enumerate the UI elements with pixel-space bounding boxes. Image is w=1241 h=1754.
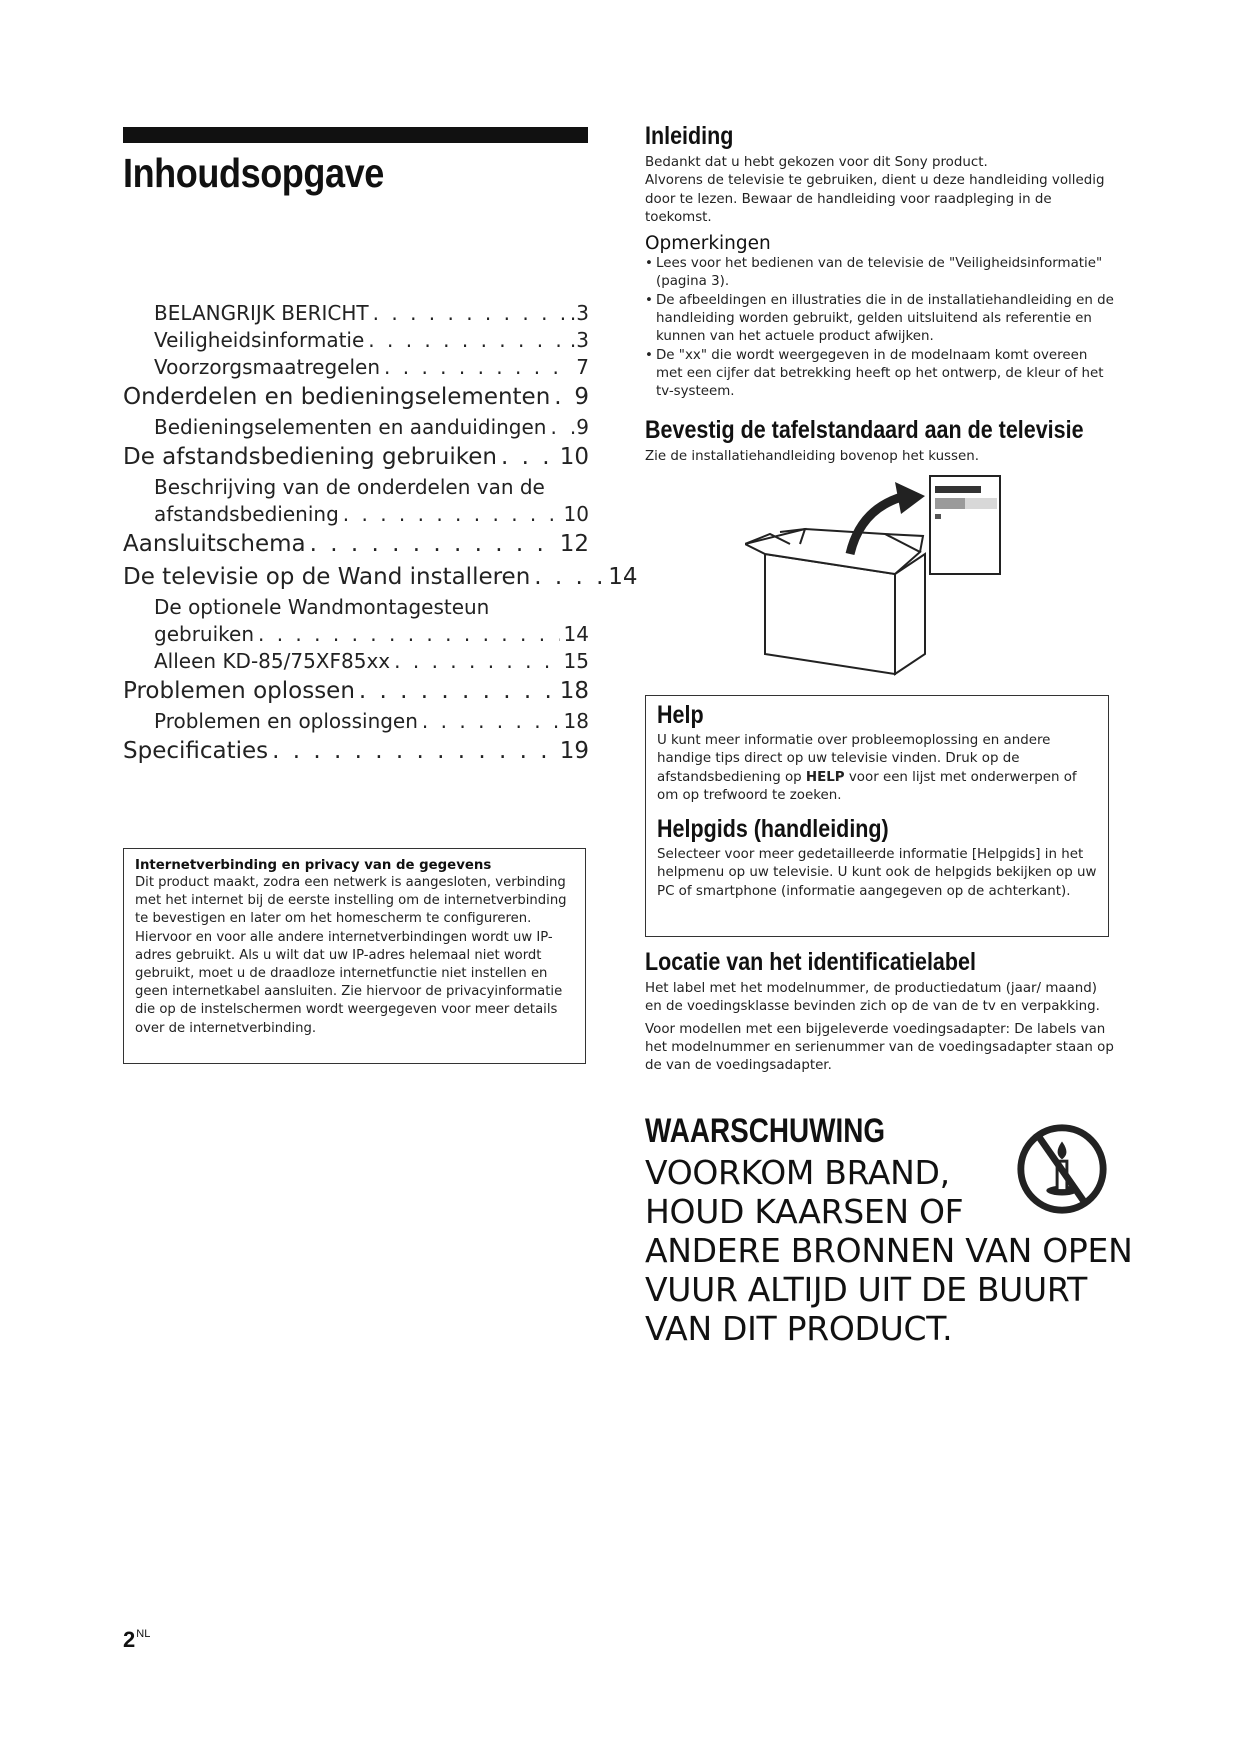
no-open-flame-icon [1013,1120,1111,1218]
privacy-body: Dit product maakt, zodra een netwerk is aangesloten, verbinding met het internet bij de eerste instelling om de internetverbinding te bevestigen en later om het homescherm te configureren. Hiervoor en voor alle andere internetverbindingen wordt uw IP-adres gebruikt. Als u wilt dat uw IP-adres helemaal niet wordt gebruikt, moet u de draadloze internetfunctie niet instellen en geen internetkabel aansluiten. Zie hiervoor de privacyinformatie die op de instelschermen wordt weergegeven voor meer details over de internetverbinding. [135,875,567,1036]
toc-entry[interactable]: Voorzorgsmaatregelen . . . 7 [123,354,589,381]
toc-entry[interactable]: De televisie op de Wand installeren . . . 14 [123,561,589,594]
toc-entry-continued[interactable]: gebruiken . . . 14 [123,621,589,648]
toc-entry[interactable]: Problemen oplossen . . . 18 [123,675,589,708]
label-text: Het label met het modelnummer, de productiedatum (jaar/ maand) en de voedingsklasse bevinden zich op de van de tv en verpakking. [645,981,1100,1015]
help-key-label: HELP [805,769,845,785]
privacy-notice-box [123,848,586,1064]
stand-heading: Bevestig de tafelstandaard aan de televisie [645,416,1084,444]
helpgids-text: Selecteer voor meer gedetailleerde informatie [Helpgids] in het helpmenu op uw televisie. U kunt ook de helpgids bekijken op uw PC of smartphone (informatie aangegeven op de achterkant). [657,847,1097,899]
stand-section [645,416,1115,466]
title-rule [123,127,588,143]
table-of-contents [123,300,638,768]
label-section [645,948,1115,1075]
toc-entry[interactable]: Aansluitschema . . . 12 [123,528,589,561]
toc-entry[interactable]: Bedieningselementen en aanduidingen . . . .9 [123,414,589,441]
label-heading: Locatie van het identificatielabel [645,948,976,976]
list-item: • De afbeeldingen en illustraties die in de installatiehandleiding en de handleiding worden gebruikt, gelden uitsluitend als referentie en kunnen van het actuele product afwijken. [645,292,1115,347]
manual-document-icon [930,476,1000,574]
inleiding-heading: Inleiding [645,122,734,150]
privacy-title: Internetverbinding en privacy van de gegevens [135,858,492,873]
toc-entry[interactable]: Veiligheidsinformatie . . . .3 [123,327,589,354]
list-item: • Lees voor het bedienen van de televisie de "Veiligheidsinformatie" (pagina 3). [645,255,1115,292]
inleiding-line: Alvorens de televisie te gebruiken, dient u deze handleiding volledig door te lezen. Bewaar de handleiding voor raadpleging in de toekomst. [645,173,1105,225]
help-heading: Help [657,701,704,729]
warning-text: VOORKOM BRAND, HOUD KAARSEN OF ANDERE BRONNEN VAN OPEN VUUR ALTIJD UIT DE BUURT VAN DIT PRODUCT. [645,1153,1133,1348]
toc-entry[interactable]: De optionele Wandmontagesteun [154,595,490,619]
label-text-adapter: Voor modellen met een bijgeleverde voedingsadapter: De labels van het modelnummer en serienummer van de voedingsadapter staan op de van de voedingsadapter. [645,1021,1114,1074]
toc-entry[interactable]: Alleen KD-85/75XF85xx . . . 15 [123,648,589,675]
toc-entry[interactable]: Specificaties . . . 19 [123,735,589,768]
helpgids-heading: Helpgids (handleiding) [657,815,889,844]
toc-entry[interactable]: Onderdelen en bedieningselementen . . . 9 [123,381,589,414]
box-and-manual-illustration [745,474,1010,679]
page-title: Inhoudsopgave [123,150,384,196]
help-text: U kunt meer informatie over probleemoplossing en andere handige tips direct op uw televisie vinden. Druk op de afstandsbediening op HELP voor een lijst met onderwerpen of om op trefwoord te zoeken. [657,733,1077,803]
warning-title: WAARSCHUWING [645,1112,886,1150]
box-outline [745,529,925,674]
toc-entry[interactable]: Problemen en oplossingen . . . 18 [123,708,589,735]
opmerkingen-heading: Opmerkingen [645,233,771,255]
arrow-head-icon [895,482,925,514]
introduction-section [645,122,1115,402]
toc-entry-continued[interactable]: afstandsbediening . . . 10 [123,501,589,528]
toc-entry[interactable]: De afstandsbediening gebruiken . . . 10 [123,441,589,474]
stand-text: Zie de installatiehandleiding bovenop het kussen. [645,449,979,464]
list-item: • De "xx" die wordt weergegeven in de modelnaam komt overeen met een cijfer dat betrekking heeft op het ontwerp, de kleur of het tv-systeem. [645,347,1115,402]
page-number: $2^{NL}$ [123,1627,151,1652]
help-box [645,695,1109,937]
notes-list [645,255,1115,401]
toc-entry[interactable]: Beschrijving van de onderdelen van de [154,475,545,499]
inleiding-line: Bedankt dat u hebt gekozen voor dit Sony product. [645,155,988,170]
toc-entry[interactable]: BELANGRIJK BERICHT . . . .3 [123,300,589,327]
